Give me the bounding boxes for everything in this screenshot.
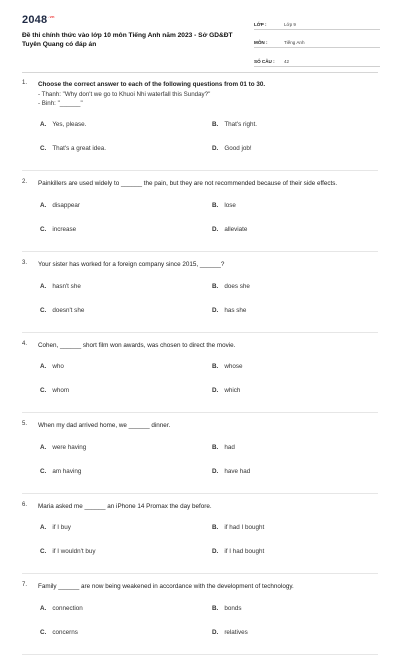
option-text: doesn't she — [52, 306, 85, 314]
option-letter: D. — [212, 467, 219, 475]
option-text: alleviate — [224, 226, 248, 233]
option-letter: D. — [212, 628, 219, 636]
document-header — [0, 0, 400, 72]
option-letter: B. — [212, 604, 219, 612]
option-text: increase — [52, 226, 77, 233]
meta-row-subject — [254, 32, 380, 49]
answer-options — [38, 108, 378, 166]
option-letter: D. — [212, 145, 219, 153]
option-letter: C. — [40, 628, 47, 636]
question-text: Your sister has worked for a foreign company since 2015, ______? — [38, 261, 225, 268]
question-number: 7. — [22, 582, 28, 589]
option-text: bonds — [224, 604, 242, 612]
option-text: Yes, please. — [52, 121, 87, 129]
question-text: Painkillers are used widely to ______ the pain, but they are not recommended because of their side effects. — [38, 180, 338, 188]
answer-options — [38, 189, 378, 247]
option-letter: D. — [212, 226, 219, 233]
answer-option-c[interactable] — [40, 145, 106, 152]
option-text: had — [224, 443, 235, 451]
question-list — [0, 80, 400, 663]
answer-option-b[interactable] — [212, 121, 257, 128]
question-text: Choose the correct answer to each of the following questions from 01 to 30. — [38, 81, 266, 88]
option-letter: B. — [212, 363, 219, 371]
option-letter: C. — [40, 387, 47, 395]
option-text: who — [52, 363, 64, 371]
option-letter: A. — [40, 363, 47, 371]
option-text: connection — [52, 604, 83, 612]
answer-options — [38, 350, 378, 408]
question-item — [0, 502, 400, 575]
answer-options — [38, 270, 378, 328]
meta-row-grade — [254, 13, 380, 30]
answer-option-c[interactable] — [40, 468, 81, 475]
answer-option-d[interactable] — [212, 307, 246, 314]
answer-option-d[interactable] — [212, 468, 250, 475]
option-text: have had — [224, 467, 251, 475]
option-text: That's a great idea. — [52, 145, 107, 153]
option-letter: D. — [212, 548, 219, 556]
option-text: which — [224, 387, 241, 395]
answer-option-c[interactable] — [40, 548, 96, 555]
question-text: Cohen, ______ short film won awards, was chosen to direct the movie. — [38, 341, 236, 349]
dialogue-line: - Binh: "______" — [38, 100, 83, 107]
question-separator — [22, 493, 378, 494]
option-text: if had I bought — [224, 524, 265, 532]
answer-options — [38, 592, 378, 650]
question-number: 2. — [22, 179, 28, 186]
question-item — [0, 260, 400, 333]
option-letter: B. — [212, 443, 219, 451]
option-text: concerns — [52, 628, 78, 636]
document-title: Đề thi chính thức vào lớp 10 môn Tiếng Anh năm 2023 - Sở GD&ĐT Tuyên Quang có đáp án — [22, 32, 233, 48]
option-letter: B. — [212, 282, 219, 290]
question-item — [0, 341, 400, 414]
answer-option-a[interactable] — [40, 202, 80, 209]
option-text: if I had bought — [224, 548, 265, 556]
option-text: does she — [224, 282, 250, 290]
answer-options — [38, 511, 378, 569]
option-letter: C. — [40, 226, 47, 233]
question-item — [0, 421, 400, 494]
option-letter: C. — [40, 548, 47, 556]
option-letter: B. — [212, 524, 219, 532]
meta-label: LỚP : — [254, 21, 267, 27]
answer-option-d[interactable] — [212, 387, 240, 394]
answer-option-a[interactable] — [40, 363, 64, 370]
option-letter: A. — [40, 524, 47, 532]
answer-option-d[interactable] — [212, 548, 264, 555]
dialogue-line: - Thanh: "Why don't we go to Khuoi Nhi waterfall this Sunday?" — [38, 90, 211, 98]
option-letter: D. — [212, 387, 219, 395]
option-text: whom — [52, 387, 70, 395]
answer-option-b[interactable] — [212, 283, 250, 290]
question-number: 3. — [22, 260, 28, 266]
option-text: am having — [52, 467, 82, 475]
option-letter: A. — [40, 202, 47, 209]
option-text: if I wouldn't buy — [52, 548, 96, 556]
header-divider — [22, 72, 378, 73]
answer-option-a[interactable] — [40, 121, 86, 128]
option-text: were having — [52, 443, 87, 451]
answer-option-c[interactable] — [40, 307, 84, 314]
answer-option-b[interactable] — [212, 605, 241, 612]
question-text: Maria asked me ______ an iPhone 14 Promax the day before. — [38, 502, 212, 510]
option-text: whose — [224, 363, 243, 371]
question-item — [0, 582, 400, 655]
answer-option-c[interactable] — [40, 226, 76, 233]
answer-option-b[interactable] — [212, 444, 235, 451]
answer-options — [38, 431, 378, 489]
option-letter: D. — [212, 306, 219, 314]
question-separator — [22, 412, 378, 413]
answer-option-a[interactable] — [40, 524, 71, 531]
option-letter: C. — [40, 467, 47, 475]
logo-text: 2048 — [22, 14, 48, 26]
question-separator — [22, 654, 378, 655]
site-logo[interactable] — [22, 14, 55, 26]
answer-option-a[interactable] — [40, 283, 81, 290]
answer-option-b[interactable] — [212, 524, 264, 531]
option-text: hasn't she — [52, 282, 81, 290]
answer-option-c[interactable] — [40, 387, 69, 394]
meta-value: 42 — [284, 58, 290, 64]
option-letter: C. — [40, 306, 47, 314]
option-text: disappear — [52, 202, 80, 209]
question-item — [0, 80, 400, 171]
question-separator — [22, 332, 378, 333]
answer-option-a[interactable] — [40, 444, 86, 451]
question-number: 4. — [22, 340, 28, 347]
option-letter: A. — [40, 443, 47, 451]
question-separator — [22, 573, 378, 574]
logo-suffix: .vn — [48, 14, 55, 20]
meta-label: MÔN : — [254, 40, 268, 45]
question-separator — [22, 170, 378, 171]
option-text: lose — [224, 202, 236, 209]
document-meta — [254, 13, 380, 69]
question-number: 1. — [22, 80, 28, 86]
option-letter: C. — [40, 145, 47, 153]
answer-option-c[interactable] — [40, 629, 78, 636]
answer-option-a[interactable] — [40, 605, 83, 612]
answer-option-d[interactable] — [212, 145, 252, 152]
answer-option-d[interactable] — [212, 629, 248, 636]
option-text: relatives — [224, 628, 248, 636]
option-text: has she — [224, 306, 247, 314]
answer-option-b[interactable] — [212, 363, 243, 370]
option-text: That's right. — [224, 121, 258, 129]
question-text: Family ______ are now being weakened in accordance with the development of technology. — [38, 583, 294, 591]
meta-value: Lớp 9 — [284, 21, 296, 27]
option-letter: A. — [40, 121, 47, 129]
question-text: When my dad arrived home, we ______ dinner. — [38, 422, 171, 430]
option-letter: A. — [40, 604, 47, 612]
answer-option-b[interactable] — [212, 202, 236, 209]
option-letter: B. — [212, 202, 219, 209]
option-letter: B. — [212, 121, 219, 129]
meta-label: SỐ CÂU : — [254, 58, 275, 64]
option-text: Good job! — [224, 145, 252, 153]
answer-option-d[interactable] — [212, 226, 247, 233]
meta-value: Tiếng Anh — [284, 40, 305, 45]
question-number: 6. — [22, 501, 28, 508]
question-separator — [22, 251, 378, 252]
question-item — [0, 179, 400, 252]
option-letter: A. — [40, 282, 47, 290]
question-number: 5. — [22, 421, 28, 428]
meta-row-count — [254, 50, 380, 67]
option-text: if I buy — [52, 524, 71, 532]
